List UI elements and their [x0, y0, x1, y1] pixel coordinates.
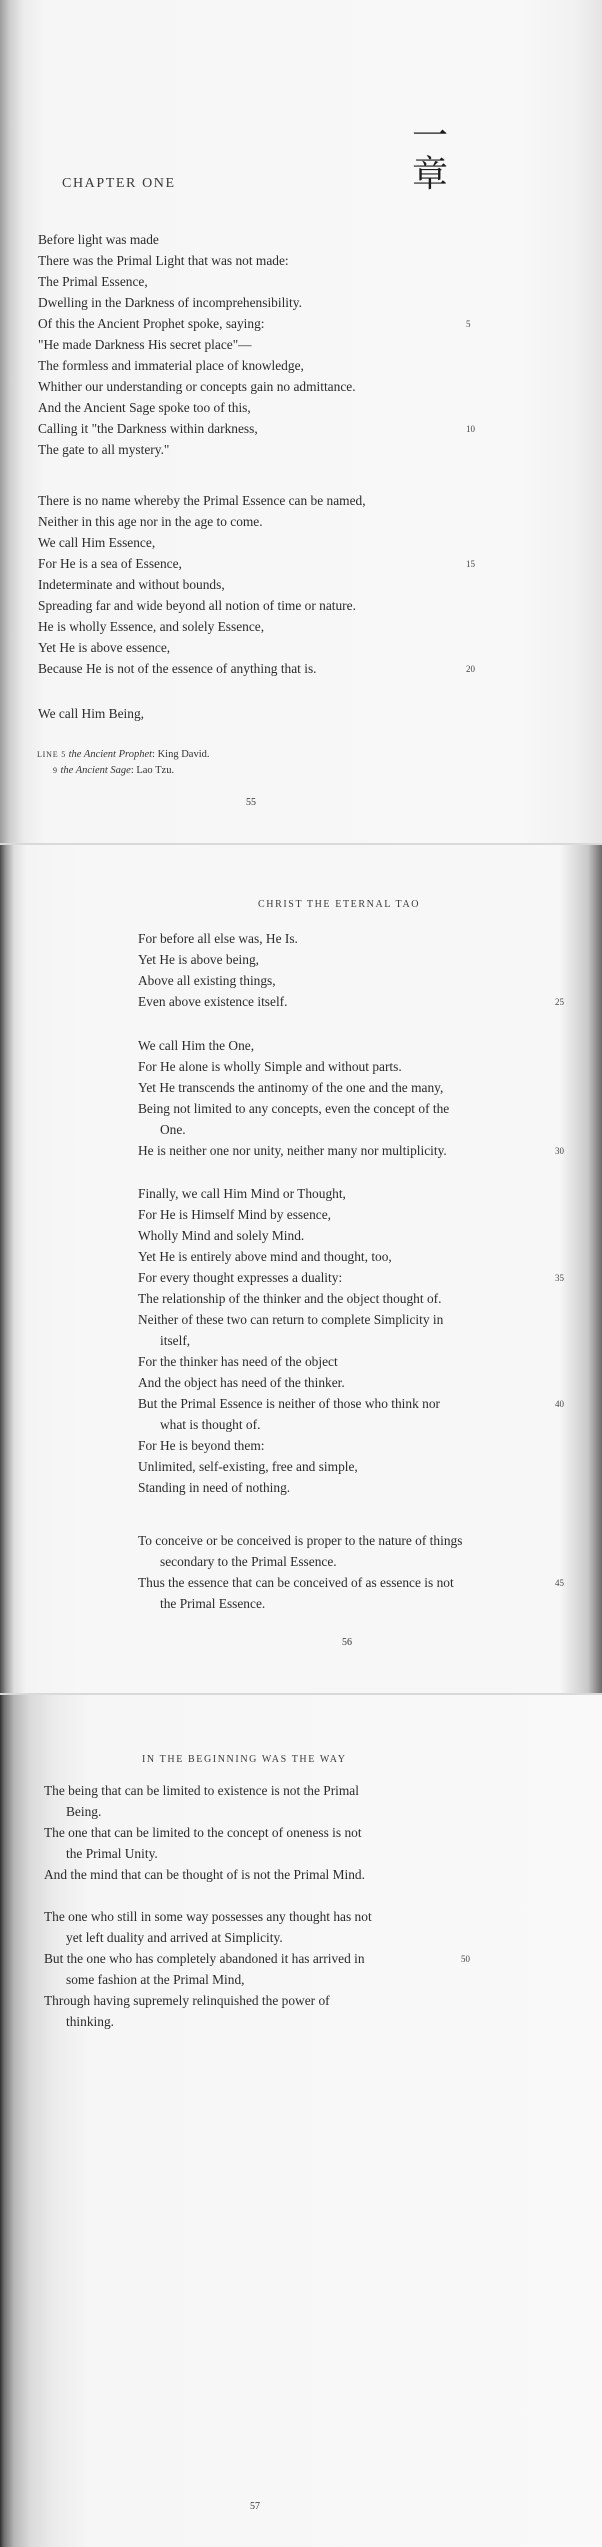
- verse-line: Thus the essence that can be conceived of as essence is not: [138, 1575, 454, 1590]
- verse-line: Finally, we call Him Mind or Thought,: [138, 1186, 346, 1201]
- verse-line: Being not limited to any concepts, even the concept of the: [138, 1101, 450, 1116]
- verse-line: The formless and immaterial place of knowledge,: [38, 358, 304, 373]
- line-number: 40: [555, 1399, 564, 1409]
- verse-line: The Primal Essence,: [38, 274, 148, 289]
- verse-line: some fashion at the Primal Mind,: [66, 1972, 245, 1987]
- line-number: 10: [466, 424, 475, 434]
- verse-line: thinking.: [66, 2014, 114, 2029]
- verse-line: For every thought expresses a duality:: [138, 1270, 343, 1285]
- verse-line: Calling it "the Darkness within darkness,: [38, 421, 258, 436]
- kanji-char-1: 一: [411, 116, 448, 157]
- verse-line: We call Him Essence,: [38, 535, 156, 550]
- verse-line: Neither in this age nor in the age to come.: [38, 514, 263, 529]
- verse-line: the Primal Essence.: [160, 1596, 266, 1611]
- verse-line: Indeterminate and without bounds,: [38, 577, 225, 592]
- verse-line: For He is beyond them:: [138, 1438, 265, 1453]
- verse-line: And the object has need of the thinker.: [138, 1375, 345, 1390]
- line-number: 50: [461, 1954, 470, 1964]
- verse-line: For He alone is wholly Simple and without parts.: [138, 1059, 402, 1074]
- verse-line: Wholly Mind and solely Mind.: [138, 1228, 305, 1243]
- verse-line: To conceive or be conceived is proper to the nature of things: [138, 1533, 463, 1548]
- verse-line: "He made Darkness His secret place"—: [38, 337, 252, 352]
- line-number: 35: [555, 1273, 564, 1283]
- line-number: 30: [555, 1146, 564, 1156]
- line-number: 25: [555, 997, 564, 1007]
- verse-line: We call Him the One,: [138, 1038, 255, 1053]
- verse-line: Because He is not of the essence of anything that is.: [38, 661, 317, 676]
- verse-line: Dwelling in the Darkness of incomprehensibility.: [38, 295, 302, 310]
- verse-line: yet left duality and arrived at Simplicity.: [66, 1930, 283, 1945]
- verse-line: And the Ancient Sage spoke too of this,: [38, 400, 251, 415]
- verse-line: secondary to the Primal Essence.: [160, 1554, 337, 1569]
- page-number: 56: [342, 1637, 352, 1648]
- verse-line: Whither our understanding or concepts gain no admittance.: [38, 379, 356, 394]
- verse-line: Being.: [66, 1804, 102, 1819]
- verse-line: For before all else was, He Is.: [138, 931, 298, 946]
- page-57: [0, 1695, 602, 2547]
- verse-line: Unlimited, self-existing, free and simple,: [138, 1459, 358, 1474]
- verse-line: what is thought of.: [160, 1417, 261, 1432]
- verse-line: One.: [160, 1122, 186, 1137]
- verse-line: But the Primal Essence is neither of those who think nor: [138, 1396, 440, 1411]
- verse-line: Above all existing things,: [138, 973, 276, 988]
- verse-line: Of this the Ancient Prophet spoke, saying:: [38, 316, 265, 331]
- verse-line: The gate to all mystery.": [38, 442, 170, 457]
- verse-line: For He is a sea of Essence,: [38, 556, 182, 571]
- verse-line: For He is Himself Mind by essence,: [138, 1207, 332, 1222]
- verse-line: And the mind that can be thought of is not the Primal Mind.: [44, 1867, 365, 1882]
- verse-line: Neither of these two can return to complete Simplicity in: [138, 1312, 444, 1327]
- footnote-label: LINE 5: [37, 750, 67, 759]
- verse-line: Standing in need of nothing.: [138, 1480, 291, 1495]
- verse-line: Yet He transcends the antinomy of the one and the many,: [138, 1080, 444, 1095]
- verse-line: Spreading far and wide beyond all notion of time or nature.: [38, 598, 356, 613]
- chapter-heading: CHAPTER ONE: [62, 176, 176, 191]
- line-number: 20: [466, 664, 475, 674]
- verse-line: He is neither one nor unity, neither many nor multiplicity.: [138, 1143, 447, 1158]
- verse-line: The one who still in some way possesses any thought has not: [44, 1909, 372, 1924]
- verse-line: There was the Primal Light that was not made:: [38, 253, 289, 268]
- verse-line: the Primal Unity.: [66, 1846, 158, 1861]
- footnote-term: the Ancient Prophet: [68, 749, 153, 760]
- verse-line: Yet He is entirely above mind and thought, too,: [138, 1249, 392, 1264]
- footnote-label: 9: [53, 766, 58, 775]
- verse-line: We call Him Being,: [38, 706, 145, 721]
- page-55: [0, 0, 602, 845]
- verse-line: Yet He is above essence,: [38, 640, 171, 655]
- kanji-char-2: 章: [411, 154, 448, 195]
- verse-line: He is wholly Essence, and solely Essence,: [38, 619, 265, 634]
- footnote-text: : King David.: [152, 749, 210, 760]
- verse-line: Even above existence itself.: [138, 994, 288, 1009]
- page-number: 57: [250, 2501, 260, 2512]
- verse-line: Before light was made: [38, 232, 159, 247]
- footnote: [37, 763, 210, 779]
- running-head: CHRIST THE ETERNAL TAO: [258, 899, 421, 910]
- line-number: 15: [466, 559, 475, 569]
- verse-line: There is no name whereby the Primal Essence can be named,: [38, 493, 366, 508]
- page-56: [0, 845, 602, 1695]
- verse-line: For the thinker has need of the object: [138, 1354, 338, 1369]
- running-head: IN THE BEGINNING WAS THE WAY: [142, 1754, 347, 1765]
- footnote-text: : Lao Tzu.: [130, 765, 175, 776]
- verse-line: The relationship of the thinker and the object thought of.: [138, 1291, 442, 1306]
- verse-line: Yet He is above being,: [138, 952, 259, 967]
- footnote-term: the Ancient Sage: [60, 765, 131, 776]
- footnotes: [37, 747, 210, 779]
- verse-line: But the one who has completely abandoned it has arrived in: [44, 1951, 365, 1966]
- line-number: 5: [466, 319, 471, 329]
- verse-line: Through having supremely relinquished the power of: [44, 1993, 330, 2008]
- verse-line: The being that can be limited to existence is not the Primal: [44, 1783, 359, 1798]
- line-number: 45: [555, 1578, 564, 1588]
- verse-line: The one that can be limited to the concept of oneness is not: [44, 1825, 362, 1840]
- chapter-kanji: [410, 118, 450, 194]
- page-number: 55: [246, 797, 256, 808]
- footnote: [37, 747, 210, 763]
- verse-line: itself,: [160, 1333, 191, 1348]
